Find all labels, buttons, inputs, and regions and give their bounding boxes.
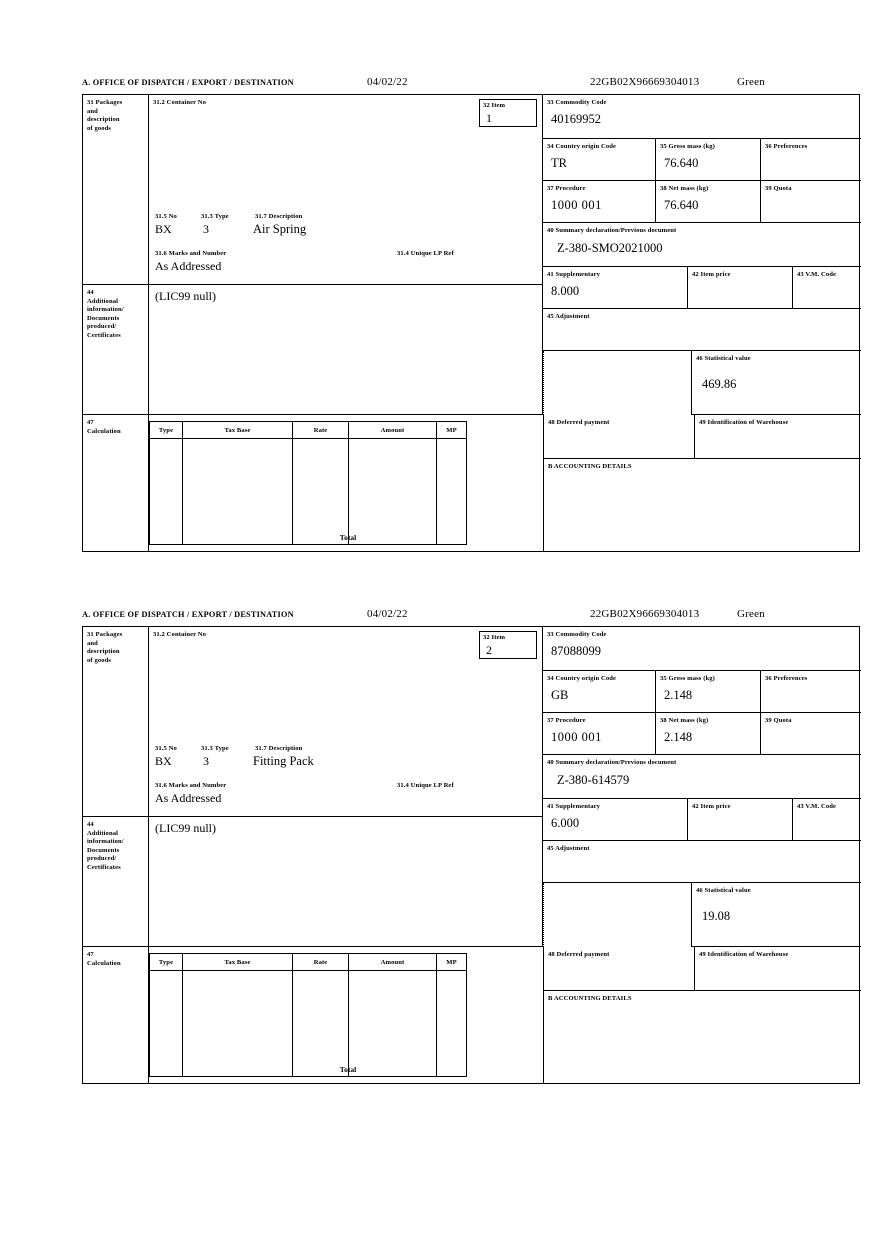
box-49-warehouse-id [695,415,861,459]
box-46-label: 46 Statistical value [696,355,751,362]
box-46-value: 469.86 [702,377,737,391]
box-31-2-label-2: 31.2 Container No [153,631,207,638]
box-38-net-mass-2 [656,713,761,755]
box-31-5-value: BX [155,222,172,236]
box-40-label-2: 40 Summary declaration/Previous document [547,759,677,766]
box-44-content [149,285,543,415]
declaration-box-2 [82,626,860,1084]
box-31-4-label: 31.4 Unique LP Ref [397,250,454,257]
box-b-label: B ACCOUNTING DETAILS [548,463,632,470]
box-47-cells-mp [437,439,467,545]
box-46-label-2: 46 Statistical value [696,887,751,894]
box-37-procedure [543,181,656,223]
box-36-label: 36 Preferences [765,143,808,150]
box-35-value: 76.640 [664,156,699,170]
box-40-label: 40 Summary declaration/Previous document [547,227,677,234]
box-33-commodity-code-2 [543,627,861,671]
box-47-total-label-2: Total [339,1065,357,1074]
box-46-statistical-value-2 [691,883,861,947]
box-31-label-line-2-2: description [87,648,120,656]
box-47-label-line-1-2: Calculation [87,959,121,967]
office-of-dispatch-label-2: A. OFFICE OF DISPATCH / EXPORT / DESTINATION [82,610,294,619]
box-35-value-2: 2.148 [664,688,693,702]
customs-declaration-form-1 [82,78,862,552]
box-40-value-2: Z-380-614579 [557,773,630,787]
box-45-adjustment-2 [543,841,861,883]
box-47-label-line-0-2: 47 [87,951,94,958]
box-36-label-2: 36 Preferences [765,675,808,682]
box-34-value: TR [551,156,567,170]
box-31-label-line-0: 31 Packages [87,99,123,106]
box-49-warehouse-id-2 [695,947,861,991]
box-45-label-2: 45 Adjustment [547,845,590,852]
box-32-label-2: 32 Item [483,634,506,641]
box-44-additional-info-2 [83,817,149,947]
box-48-label: 48 Deferred payment [548,419,610,426]
box-44-additional-info [83,285,149,415]
declaration-date-2: 04/02/22 [367,608,408,620]
box-44-label-line-1-2: Additional [87,829,119,837]
box-44-value-2: (LIC99 null) [155,821,216,835]
box-b-accounting-details [543,459,861,552]
box-47-cells-type [149,439,183,545]
box-47-col-mp-2 [437,953,467,971]
box-47-label-line-1: Calculation [87,427,121,435]
box-32-value-2: 2 [486,643,492,657]
box-45-adjustment [543,309,861,351]
box-31-5-label-2: 31.5 No [155,745,177,752]
box-40-previous-document-2 [543,755,861,799]
box-31-6-label: 31.6 Marks and Number [155,250,227,257]
declaration-box-1 [82,94,860,552]
box-33-label: 33 Commodity Code [547,99,607,106]
form-header-1 [82,78,862,94]
box-47-col-taxbase-2 [183,953,293,971]
box-48-deferred-payment-2 [543,947,695,991]
box-44-label-line-3-2: Documents [87,846,120,854]
box-41-value-2: 6.000 [551,816,580,830]
box-41-supplementary-2 [543,799,688,841]
box-47-cells-mp-2 [437,971,467,1077]
box-44-label-line-4-2: produced/ [87,855,117,863]
box-46-statistical-value [691,351,861,415]
box-47-col-type-label-2: Type [158,959,174,966]
box-44-label-line-4: produced/ [87,323,117,331]
box-47-col-taxbase [183,421,293,439]
form-header-2 [82,610,862,626]
box-47-table-2 [149,947,543,1084]
box-36-preferences [761,139,861,181]
box-31-label-line-1: and [87,107,98,115]
box-44-label-line-2-2: information/ [87,838,124,846]
box-47-calculation [83,415,149,552]
box-41-value: 8.000 [551,284,580,298]
box-33-value-2: 87088099 [551,644,601,658]
box-33-commodity-code [543,95,861,139]
box-47-cells-rate-2 [293,971,349,1077]
box-43-label-2: 43 V.M. Code [797,803,837,810]
box-38-value-2: 2.148 [664,730,693,744]
box-39-quota [761,181,861,223]
box-44-label-line-5-2: Certificates [87,863,121,871]
box-47-col-type-2 [149,953,183,971]
box-34-label-2: 34 Country origin Code [547,675,617,682]
box-47-col-type [149,421,183,439]
box-31-7-value: Air Spring [253,222,307,236]
box-37-label: 37 Procedure [547,185,586,192]
box-33-value: 40169952 [551,112,601,126]
box-47-cells-amount [349,439,437,545]
box-31-7-value-2: Fitting Pack [253,754,314,768]
box-46-value-2: 19.08 [702,909,731,923]
box-39-label: 39 Quota [765,185,792,192]
box-31-3-value-2: 3 [203,754,209,768]
box-31-5-label: 31.5 No [155,213,177,220]
box-45-46-divider-2 [543,883,544,947]
box-44-label-line-0: 44 [87,289,94,296]
box-44-label-line-0-2: 44 [87,821,94,828]
box-43-vm-code-2 [793,799,861,841]
box-48-label-2: 48 Deferred payment [548,951,610,958]
box-33-label-2: 33 Commodity Code [547,631,607,638]
box-47-table [149,415,543,552]
box-47-col-taxbase-label-2: Tax Base [224,959,251,966]
box-47-col-mp [437,421,467,439]
box-35-gross-mass-2 [656,671,761,713]
box-44-value: (LIC99 null) [155,289,216,303]
box-40-previous-document [543,223,861,267]
box-32-value: 1 [486,111,492,125]
box-31-6-label-2: 31.6 Marks and Number [155,782,227,789]
box-47-label-line-0: 47 [87,419,94,426]
box-38-label-2: 38 Net mass (kg) [660,717,709,724]
box-47-col-rate [293,421,349,439]
box-47-cells-type-2 [149,971,183,1077]
box-49-label: 49 Identification of Warehouse [699,419,789,426]
declaration-date: 04/02/22 [367,76,408,88]
box-47-col-amount-label: Amount [380,427,405,434]
box-47-cells-amount-2 [349,971,437,1077]
box-47-total-label: Total [339,533,357,542]
box-47-cells-taxbase [183,439,293,545]
box-44-content-2 [149,817,543,947]
box-47-col-amount-2 [349,953,437,971]
box-44-label-line-1: Additional [87,297,119,305]
box-38-net-mass [656,181,761,223]
box-32-item [479,99,537,127]
box-37-procedure-2 [543,713,656,755]
box-47-col-mp-label: MP [446,427,457,434]
box-47-col-amount-label-2: Amount [380,959,405,966]
box-47-col-type-label: Type [158,427,174,434]
box-42-item-price-2 [688,799,793,841]
box-31-4-label-2: 31.4 Unique LP Ref [397,782,454,789]
box-32-item-2 [479,631,537,659]
box-b-accounting-details-2 [543,991,861,1084]
box-31-label-line-1-2: and [87,639,98,647]
box-31-3-label: 31.3 Type [201,213,229,220]
customs-declaration-form-2 [82,610,862,1084]
customs-lane-2: Green [737,608,765,620]
movement-reference-number: 22GB02X96669304013 [590,76,700,88]
box-41-supplementary [543,267,688,309]
box-41-label-2: 41 Supplementary [547,803,601,810]
box-45-46-divider [543,351,544,415]
box-39-quota-2 [761,713,861,755]
box-31-label-line-3: of goods [87,124,112,132]
box-31-2-label: 31.2 Container No [153,99,207,106]
box-b-label-2: B ACCOUNTING DETAILS [548,995,632,1002]
box-44-label-line-2: information/ [87,306,124,314]
box-35-label: 35 Gross mass (kg) [660,143,715,150]
box-34-country-origin-2 [543,671,656,713]
box-31-packages [83,95,149,285]
box-31-packages-2 [83,627,149,817]
box-37-label-2: 37 Procedure [547,717,586,724]
box-44-label-line-3: Documents [87,314,120,322]
box-31-7-label-2: 31.7 Description [255,745,303,752]
box-37-value-2: 1000 001 [551,730,602,744]
box-42-label-2: 42 Item price [692,803,731,810]
box-32-label: 32 Item [483,102,506,109]
box-47-col-amount [349,421,437,439]
box-42-item-price [688,267,793,309]
box-49-label-2: 49 Identification of Warehouse [699,951,789,958]
box-31-6-value: As Addressed [155,259,222,273]
box-35-label-2: 35 Gross mass (kg) [660,675,715,682]
box-39-label-2: 39 Quota [765,717,792,724]
customs-lane: Green [737,76,765,88]
box-31-6-value-2: As Addressed [155,791,222,805]
box-31-label-line-3-2: of goods [87,656,112,664]
box-31-7-label: 31.7 Description [255,213,303,220]
box-47-col-mp-label-2: MP [446,959,457,966]
box-31-3-label-2: 31.3 Type [201,745,229,752]
box-38-label: 38 Net mass (kg) [660,185,709,192]
box-43-vm-code [793,267,861,309]
box-48-deferred-payment [543,415,695,459]
box-42-label: 42 Item price [692,271,731,278]
box-47-calculation-2 [83,947,149,1084]
box-45-label: 45 Adjustment [547,313,590,320]
box-43-label: 43 V.M. Code [797,271,837,278]
box-31-label-line-2: description [87,116,120,124]
box-47-col-rate-label-2: Rate [313,959,328,966]
office-of-dispatch-label: A. OFFICE OF DISPATCH / EXPORT / DESTINATION [82,78,294,87]
box-37-value: 1000 001 [551,198,602,212]
box-31-3-value: 3 [203,222,209,236]
movement-reference-number-2: 22GB02X96669304013 [590,608,700,620]
box-41-label: 41 Supplementary [547,271,601,278]
box-36-preferences-2 [761,671,861,713]
box-40-value: Z-380-SMO2021000 [557,241,663,255]
box-34-label: 34 Country origin Code [547,143,617,150]
box-34-value-2: GB [551,688,569,702]
box-31-5-value-2: BX [155,754,172,768]
box-34-country-origin [543,139,656,181]
box-47-cells-rate [293,439,349,545]
box-31-label-line-0-2: 31 Packages [87,631,123,638]
box-35-gross-mass [656,139,761,181]
box-47-col-rate-label: Rate [313,427,328,434]
box-47-col-taxbase-label: Tax Base [224,427,251,434]
box-38-value: 76.640 [664,198,699,212]
box-44-label-line-5: Certificates [87,331,121,339]
box-47-col-rate-2 [293,953,349,971]
box-47-cells-taxbase-2 [183,971,293,1077]
